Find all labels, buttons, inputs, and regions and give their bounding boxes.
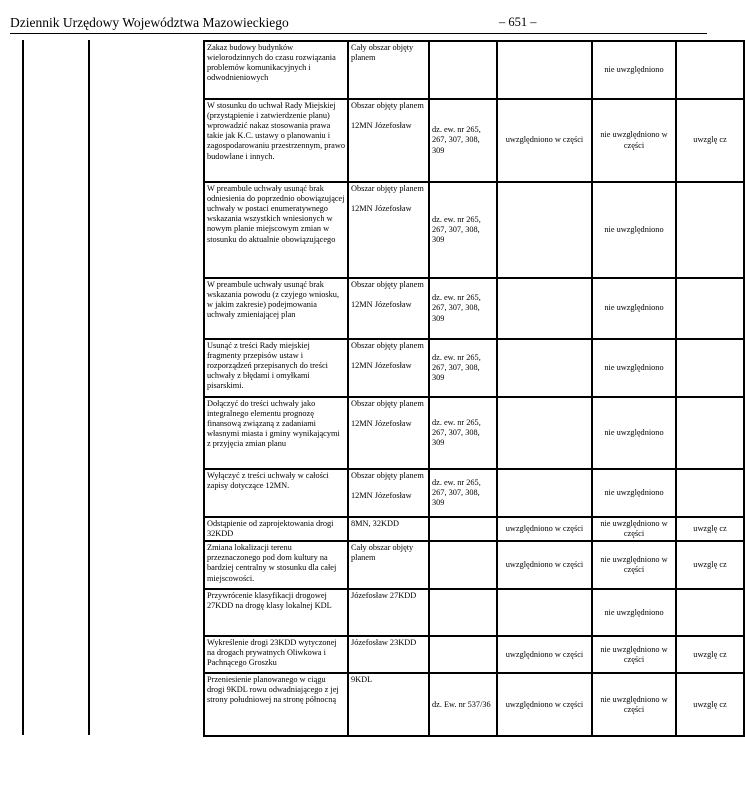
remarks-cell <box>676 41 744 99</box>
plan-area-text: 12MN Józefosław <box>351 121 412 131</box>
comment-content-cell: Odstąpienie od zaprojektowania drogi 32KDD <box>204 517 348 541</box>
mayor-decision-cell <box>497 182 592 278</box>
remarks-cell: uwzglę cz <box>676 673 744 736</box>
comments-table-container <box>203 40 727 735</box>
plan-area-cell <box>348 41 429 99</box>
page-header <box>0 0 707 34</box>
table-row <box>204 41 744 99</box>
mayor-decision-cell: uwzględniono w części <box>497 541 592 589</box>
plan-area-text: 12MN Józefosław <box>351 300 412 310</box>
council-decision-cell: nie uwzględniono <box>592 41 676 99</box>
table-row <box>204 397 744 469</box>
plan-area-text: 12MN Józefosław <box>351 419 412 429</box>
council-decision-cell: nie uwzględniono w części <box>592 673 676 736</box>
plan-area-text: Obszar objęty planem <box>351 184 424 193</box>
plan-area-cell <box>348 182 429 278</box>
council-decision-cell: nie uwzględniono <box>592 397 676 469</box>
mayor-decision-cell: uwzględniono w części <box>497 517 592 541</box>
header-divider <box>10 33 707 34</box>
comment-content-cell: Przywrócenie klasyfikacji drogowej 27KDD na drogę klasy lokalnej KDL <box>204 589 348 636</box>
table-body <box>204 41 744 736</box>
plan-area-cell <box>348 397 429 469</box>
table-row <box>204 517 744 541</box>
table-row <box>204 636 744 673</box>
parcel-number-cell <box>429 517 497 541</box>
comment-content-cell: W preambule uchwały usunąć brak odniesienia do poprzednio obowiązującej uchwały w postaci enumeratywnego wskazania wszystkich wniesionych w nowym planie miejscowym zmian w stosunku do aktualnie obowiązującego <box>204 182 348 278</box>
mayor-decision-cell <box>497 469 592 517</box>
comment-content-cell: Wykreślenie drogi 23KDD wytyczonej na drogach prywatnych Oliwkowa i Pachnącego Groszku <box>204 636 348 673</box>
plan-area-text: Cały obszar objęty planem <box>351 43 414 63</box>
mayor-decision-cell: uwzględniono w części <box>497 99 592 182</box>
plan-area-cell <box>348 673 429 736</box>
parcel-number-cell: dz. ew. nr 265, 267, 307, 308, 309 <box>429 278 497 339</box>
parcel-number-cell: dz. ew. nr 265, 267, 307, 308, 309 <box>429 182 497 278</box>
comment-content-cell: Wyłączyć z treści uchwały w całości zapisy dotyczące 12MN. <box>204 469 348 517</box>
table-row <box>204 589 744 636</box>
remarks-cell <box>676 278 744 339</box>
plan-area-text: Obszar objęty planem <box>351 280 424 289</box>
table-row <box>204 469 744 517</box>
council-decision-cell: nie uwzględniono w części <box>592 541 676 589</box>
plan-area-text: Obszar objęty planem <box>351 399 424 408</box>
council-decision-cell: nie uwzględniono <box>592 339 676 397</box>
comments-table <box>203 40 745 737</box>
left-column-border <box>22 40 24 735</box>
plan-area-text: 12MN Józefosław <box>351 204 412 214</box>
remarks-cell: uwzglę cz <box>676 636 744 673</box>
mayor-decision-cell <box>497 589 592 636</box>
mayor-decision-cell <box>497 278 592 339</box>
plan-area-cell <box>348 589 429 636</box>
comment-content-cell: W stosunku do uchwał Rady Miejskiej (przystąpienie i zatwierdzenie planu) wprowadzić nakaz stosowania prawa takie jak K.C. ustawy o planowaniu i zagospodarowaniu przestrzennym, prawo budowlane i innych. <box>204 99 348 182</box>
plan-area-text: Cały obszar objęty planem <box>351 543 414 563</box>
remarks-cell <box>676 339 744 397</box>
second-column-border <box>88 40 90 735</box>
comment-content-cell: Dołączyć do treści uchwały jako integralnego elementu prognozę finansową związaną z zadaniami własnymi miasta i gminy wynikającymi z przyjęcia zmian planu <box>204 397 348 469</box>
parcel-number-cell: dz. ew. nr 265, 267, 307, 308, 309 <box>429 397 497 469</box>
parcel-number-cell <box>429 636 497 673</box>
plan-area-text: Józefosław 27KDD <box>351 591 417 601</box>
mayor-decision-cell <box>497 41 592 99</box>
table-row <box>204 673 744 736</box>
remarks-cell: uwzglę cz <box>676 517 744 541</box>
mayor-decision-cell: uwzględniono w części <box>497 673 592 736</box>
table-row <box>204 99 744 182</box>
council-decision-cell: nie uwzględniono w części <box>592 517 676 541</box>
remarks-cell <box>676 589 744 636</box>
table-row <box>204 541 744 589</box>
mayor-decision-cell: uwzględniono w części <box>497 636 592 673</box>
council-decision-cell: nie uwzględniono w części <box>592 99 676 182</box>
table-row <box>204 182 744 278</box>
remarks-cell <box>676 469 744 517</box>
council-decision-cell: nie uwzględniono <box>592 182 676 278</box>
plan-area-text: 12MN Józefosław <box>351 491 412 501</box>
plan-area-cell <box>348 99 429 182</box>
plan-area-text: Obszar objęty planem <box>351 101 424 110</box>
plan-area-cell <box>348 636 429 673</box>
parcel-number-cell: dz. ew. nr 265, 267, 307, 308, 309 <box>429 469 497 517</box>
comment-content-cell: Zakaz budowy budynków wielorodzinnych do czasu rozwiązania problemów komunikacyjnych i odwodnieniowych <box>204 41 348 99</box>
council-decision-cell: nie uwzględniono <box>592 469 676 517</box>
remarks-cell: uwzglę cz <box>676 99 744 182</box>
mayor-decision-cell <box>497 339 592 397</box>
parcel-number-cell <box>429 541 497 589</box>
parcel-number-cell: dz. Ew. nr 537/36 <box>429 673 497 736</box>
plan-area-text: 12MN Józefosław <box>351 361 412 371</box>
remarks-cell: uwzglę cz <box>676 541 744 589</box>
mayor-decision-cell <box>497 397 592 469</box>
journal-title: Dziennik Urzędowy Województwa Mazowieckiego <box>10 15 289 30</box>
plan-area-text: Józefosław 23KDD <box>351 638 417 648</box>
comment-content-cell: Zmiana lokalizacji terenu przeznaczonego pod dom kultury na bardziej centralny w stosunku dla całej miejscowości. <box>204 541 348 589</box>
plan-area-cell <box>348 517 429 541</box>
plan-area-text: 9KDL <box>351 675 373 685</box>
comment-content-cell: Przeniesienie planowanego w ciągu drogi 9KDL rowu odwadniającego z jej strony południowej na stronę północną <box>204 673 348 736</box>
comment-content-cell: W preambule uchwały usunąć brak wskazania powodu (z czyjego wniosku, w jakim zakresie) podejmowania uchwały zmieniającej plan <box>204 278 348 339</box>
council-decision-cell: nie uwzględniono <box>592 589 676 636</box>
plan-area-cell <box>348 339 429 397</box>
remarks-cell <box>676 397 744 469</box>
plan-area-text: Obszar objęty planem <box>351 341 424 350</box>
plan-area-cell <box>348 469 429 517</box>
remarks-cell <box>676 182 744 278</box>
table-row <box>204 339 744 397</box>
plan-area-text: Obszar objęty planem <box>351 471 424 480</box>
parcel-number-cell <box>429 41 497 99</box>
council-decision-cell: nie uwzględniono w części <box>592 636 676 673</box>
parcel-number-cell <box>429 589 497 636</box>
table-row <box>204 278 744 339</box>
plan-area-text: 8MN, 32KDD <box>351 519 399 528</box>
comment-content-cell: Usunąć z treści Rady miejskiej fragmenty przepisów ustaw i rozporządzeń przepisanych do treści uchwały z błędami i omyłkami pisarskimi. <box>204 339 348 397</box>
parcel-number-cell: dz. ew. nr 265, 267, 307, 308, 309 <box>429 99 497 182</box>
parcel-number-cell: dz. ew. nr 265, 267, 307, 308, 309 <box>429 339 497 397</box>
plan-area-cell <box>348 541 429 589</box>
page-number: – 651 – <box>499 15 537 29</box>
council-decision-cell: nie uwzględniono <box>592 278 676 339</box>
plan-area-cell <box>348 278 429 339</box>
